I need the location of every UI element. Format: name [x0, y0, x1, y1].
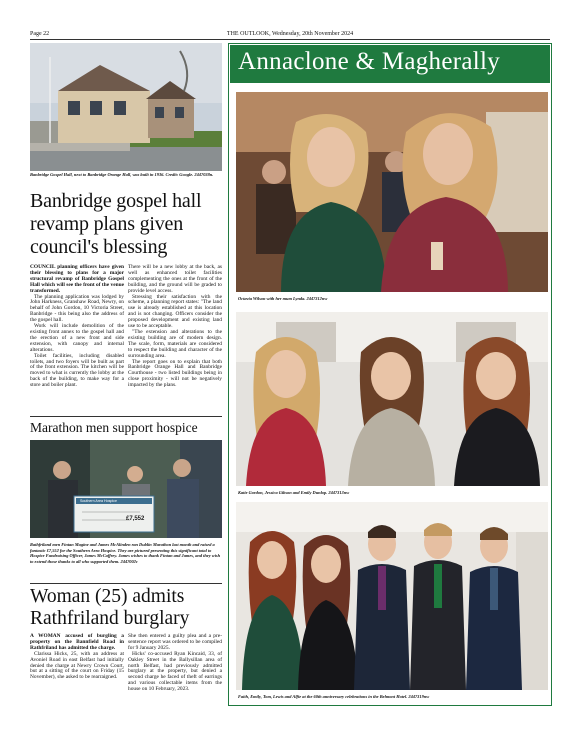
burglary-column-1	[30, 634, 124, 681]
burglary-paragraph: She then entered a guilty plea and a pre-sentence report was ordered to be compiled for 9 January 2025.	[128, 633, 222, 651]
section-divider	[30, 416, 222, 417]
gospel-hall-photo	[30, 43, 222, 171]
gospel-hall-paragraph: Toilet facilities, including disabled toilets, and two foyers will be built as part of the front extension. The kitchen will be moved to what is currently the lobby at the back of the building, to make way for a store and boiler plant.	[30, 352, 124, 389]
gospel-hall-photo-caption: Banbridge Gospel Hall, next to Banbridge Orange Hall, was built in 1936. Credit: Google. 2447038n.	[30, 172, 214, 177]
burglary-paragraph: Hicks' co-accused Ryan Kincaid, 33, of Oakley Street in the Ballysillan area of north Belfast, had previously admitted burglary at the property, but denied a second charge he faced of theft of earrings and various collectable items from the house on 10 February, 2023.	[128, 650, 222, 693]
burglary-lead-paragraph: A WOMAN accused of burgling a property on the Bannfield Road in Rathfriland has admitted the charge.	[30, 633, 124, 651]
gallery-caption-1: Octavia Wilson with her mum Lynda. 2447312nw	[238, 296, 328, 301]
cheque-amount: £7,552	[126, 516, 145, 522]
section-divider	[30, 583, 222, 584]
burglary-paragraph: Clarissa Hicks, 25, with an address at Avoniel Road in east Belfast had initially denied the charge at Newry Crown Court, but at a sitting of the court on Friday (15 November), she asked to be rearraigned.	[30, 650, 124, 681]
cheque-recipient: Southern Area Hospice	[80, 499, 117, 503]
gallery-caption-2: Katie Gordon, Jessica Gibson and Emily Dunlop. 2447313nw	[238, 490, 350, 495]
gospel-hall-paragraph: Work will include demolition of the existing front annex to the gospel hall and the erection of a new front and side extension, with canopy and internal alterations.	[30, 323, 124, 353]
burglary-column-2	[128, 634, 222, 693]
gallery-banner: Annaclone & Magherally	[230, 45, 550, 83]
page-header	[30, 28, 550, 40]
gospel-hall-paragraph: Stressing their satisfaction with the scheme, a planning report states: "The land use is already established at this location and is not changing. Officers consider the proposed development and existing land use to be acceptable.	[128, 293, 222, 330]
marathon-headline: Marathon men support hospice	[30, 420, 198, 435]
gospel-hall-paragraph: "The extension and alterations to the existing building are of modern design. The scale, form, materials are considered to respect the building and character of the surrounding area.	[128, 328, 222, 359]
masthead-title: THE OUTLOOK, Wednesday, 20th November 2024	[226, 31, 354, 37]
gospel-hall-paragraph: The report goes on to explain that both Banbridge Orange Hall and Banbridge Courthouse - two listed buildings being in close proximity - will not be negatively impacted by the plans.	[128, 358, 222, 389]
gallery-photo-mother-daughter	[236, 92, 548, 292]
marathon-photo	[30, 440, 222, 538]
gospel-hall-column-1	[30, 265, 124, 389]
page-number: Page 22	[30, 31, 50, 37]
gospel-hall-paragraph: The planning application was lodged by John Harkness, Granshaw Road, Newry, on behalf of John Gordon, 10 Victoria Street, Banbridge - this being also the address of the gospel hall.	[30, 293, 124, 324]
gallery-caption-3: Faith, Emily, Tom, Lewis and Alfie at the 60th anniversary celebrations in the Belmont Hotel. 2447319nw	[238, 694, 430, 699]
gospel-hall-headline: Banbridge gospel hall revamp plans given council's blessing	[30, 190, 202, 258]
gallery-photo-group-of-five	[236, 502, 548, 690]
gospel-hall-paragraph: There will be a new lobby at the back, as well as enhanced toilet facilities complementing the ones at the front of the building, and the ground will be graded to provide level access.	[128, 264, 222, 294]
gallery-photo-three-girls	[236, 312, 548, 486]
burglary-headline: Woman (25) admits Rathfriland burglary	[30, 586, 190, 629]
gospel-hall-lead-paragraph: COUNCIL planning officers have given their blessing to plans for a major structural revamp of Banbridge Gospel Hall which will see the front of the venue transformed.	[30, 264, 124, 294]
gospel-hall-column-2	[128, 265, 222, 389]
marathon-photo-caption: Rathfriland men Fintan Magine and James McAlinden ran Dublin Marathon last month and raised a fantastic £7,552 for the Southern Area Hospice. They are pictured presenting this significant total to Hospice Fundraising Officer, James McCaffrey. James wishes to thank Fintan and James, and they wish to extend those thanks to all who supported them. 2447002c	[30, 542, 221, 564]
